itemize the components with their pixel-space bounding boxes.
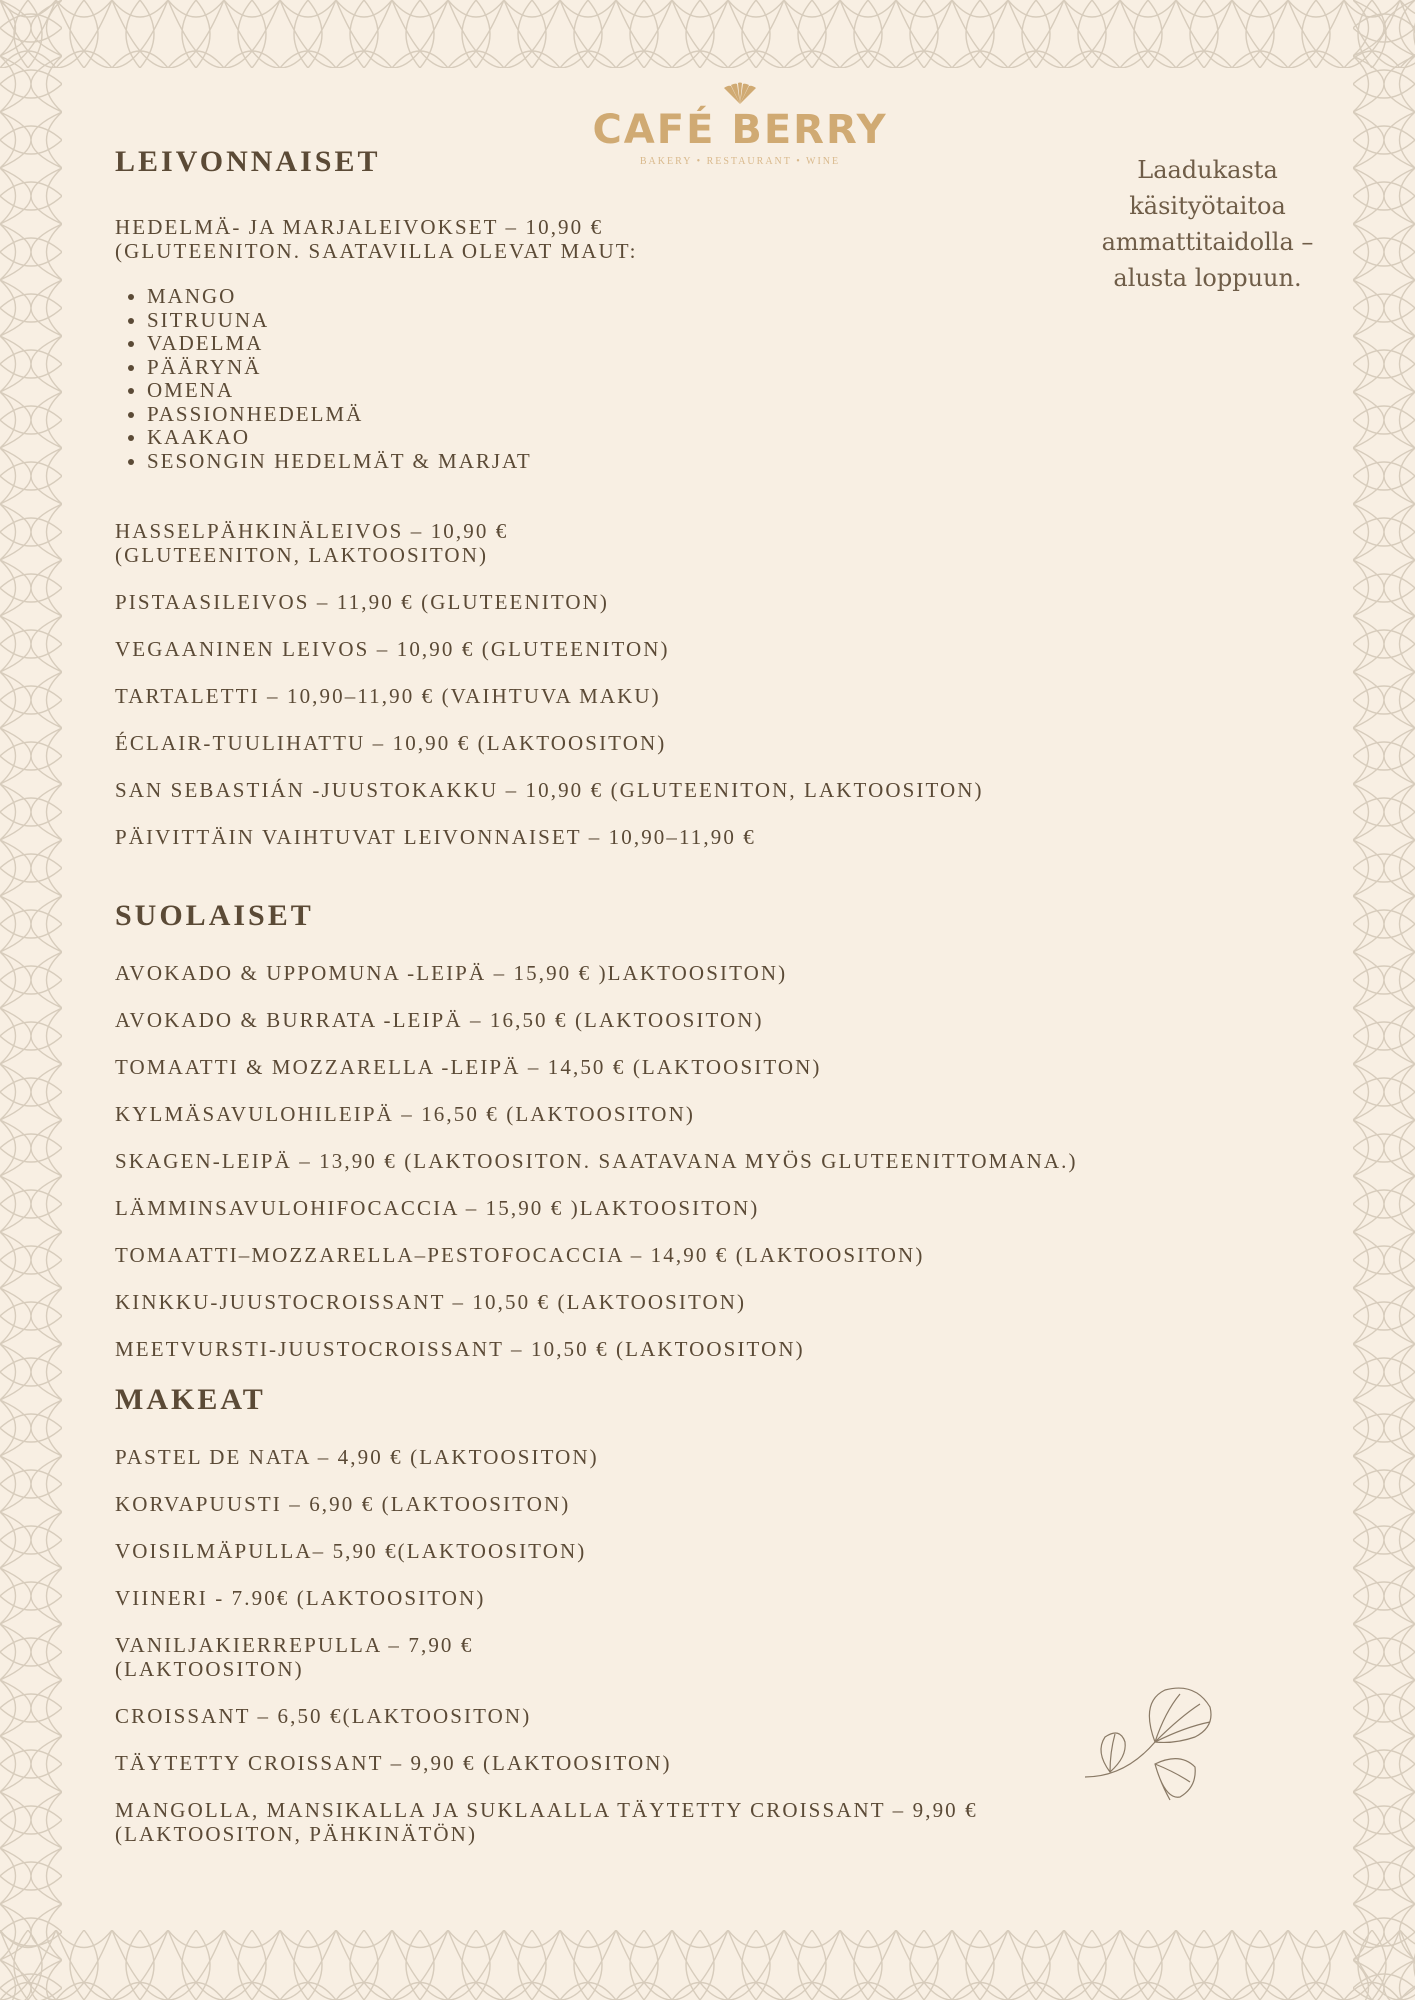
flavor-item: • MANGO xyxy=(147,285,1245,309)
menu-item: MEETVURSTI-JUUSTOCROISSANT – 10,50 € (LAKTOOSITON) xyxy=(115,1337,805,1361)
menu-item: SAN SEBASTIÁN -JUUSTOKAKKU – 10,90 € (GLUTEENITON, LAKTOOSITON) xyxy=(115,778,984,802)
flavor-item: • OMENA xyxy=(147,379,1245,403)
flavor-item: • SESONGIN HEDELMÄT & MARJAT xyxy=(147,450,1245,474)
menu-item: ÉCLAIR-TUULIHATTU – 10,90 € (LAKTOOSITON) xyxy=(115,731,667,755)
menu-item-vanilla-bun xyxy=(115,1633,1245,1681)
brand-name: CAFÉ BERRY xyxy=(592,107,888,153)
flavor-item: • KAAKAO xyxy=(147,426,1245,450)
menu-item-line: HASSELPÄHKINÄLEIVOS – 10,90 € xyxy=(115,519,509,543)
menu-item-line: (GLUTEENITON. SAATAVILLA OLEVAT MAUT: xyxy=(115,239,638,263)
menu-item-line: MANGOLLA, MANSIKALLA JA SUKLAALLA TÄYTETTY CROISSANT – 9,90 € xyxy=(115,1798,978,1822)
menu-content xyxy=(115,145,1245,1846)
menu-item: KINKKU-JUUSTOCROISSANT – 10,50 € (LAKTOOSITON) xyxy=(115,1290,747,1314)
menu-item: CROISSANT – 6,50 €(LAKTOOSITON) xyxy=(115,1704,532,1728)
menu-item: PÄIVITTÄIN VAIHTUVAT LEIVONNAISET – 10,90–11,90 € xyxy=(115,825,756,849)
menu-item: VIINERI - 7.90€ (LAKTOOSITON) xyxy=(115,1586,486,1610)
flavor-item: • VADELMA xyxy=(147,332,1245,356)
menu-item-hazelnut xyxy=(115,519,1245,567)
menu-item-fruit-pastries xyxy=(115,215,1245,263)
border-pattern-right xyxy=(1353,0,1415,2000)
flavor-list xyxy=(115,285,1245,473)
menu-item: TÄYTETTY CROISSANT – 9,90 € (LAKTOOSITON) xyxy=(115,1751,672,1775)
border-pattern-top xyxy=(0,0,1415,68)
menu-item-line: (LAKTOOSITON, PÄHKINÄTÖN) xyxy=(115,1822,478,1846)
menu-item: TARTALETTI – 10,90–11,90 € (VAIHTUVA MAKU) xyxy=(115,684,661,708)
border-pattern-bottom xyxy=(0,1930,1415,2000)
section-title-leivonnaiset: LEIVONNAISET xyxy=(115,145,381,178)
flavor-item: • SITRUUNA xyxy=(147,309,1245,333)
menu-item: KORVAPUUSTI – 6,90 € (LAKTOOSITON) xyxy=(115,1492,571,1516)
menu-item: KYLMÄSAVULOHILEIPÄ – 16,50 € (LAKTOOSITON) xyxy=(115,1102,695,1126)
flavor-item: • PÄÄRYNÄ xyxy=(147,356,1245,380)
ginkgo-leaf-icon xyxy=(1085,1682,1220,1807)
menu-item-line: (LAKTOOSITON) xyxy=(115,1657,304,1681)
menu-item-line: HEDELMÄ- JA MARJALEIVOKSET – 10,90 € xyxy=(115,215,604,239)
section-title-makeat: MAKEAT xyxy=(115,1383,266,1416)
menu-item: VOISILMÄPULLA– 5,90 €(LAKTOOSITON) xyxy=(115,1539,587,1563)
menu-item: AVOKADO & BURRATA -LEIPÄ – 16,50 € (LAKTOOSITON) xyxy=(115,1008,764,1032)
menu-item: SKAGEN-LEIPÄ – 13,90 € (LAKTOOSITON. SAATAVANA MYÖS GLUTEENITTOMANA.) xyxy=(115,1149,1078,1173)
menu-item-line: (GLUTEENITON, LAKTOOSITON) xyxy=(115,543,489,567)
menu-item: TOMAATTI & MOZZARELLA -LEIPÄ – 14,50 € (LAKTOOSITON) xyxy=(115,1055,822,1079)
slogan: Laadukasta käsityötaitoa ammattitaidolla – alusta loppuun. xyxy=(1101,156,1314,292)
menu-item-filled-croissant xyxy=(115,1798,1245,1846)
menu-item: AVOKADO & UPPOMUNA -LEIPÄ – 15,90 € )LAKTOOSITON) xyxy=(115,961,788,985)
flavor-item: • PASSIONHEDELMÄ xyxy=(147,403,1245,427)
brand-tagline: BAKERY • RESTAURANT • WINE xyxy=(639,156,841,167)
menu-item: LÄMMINSAVULOHIFOCACCIA – 15,90 € )LAKTOOSITON) xyxy=(115,1196,760,1220)
menu-item: PASTEL DE NATA – 4,90 € (LAKTOOSITON) xyxy=(115,1445,599,1469)
menu-item-line: VANILJAKIERREPULLA – 7,90 € xyxy=(115,1633,474,1657)
menu-item: PISTAASILEIVOS – 11,90 € (GLUTEENITON) xyxy=(115,590,609,614)
section-title-suolaiset: SUOLAISET xyxy=(115,899,314,932)
menu-item: TOMAATTI–MOZZARELLA–PESTOFOCACCIA – 14,90 € (LAKTOOSITON) xyxy=(115,1243,925,1267)
shell-fan-icon xyxy=(720,82,760,106)
border-pattern-left xyxy=(0,0,62,2000)
menu-item: VEGAANINEN LEIVOS – 10,90 € (GLUTEENITON) xyxy=(115,637,670,661)
